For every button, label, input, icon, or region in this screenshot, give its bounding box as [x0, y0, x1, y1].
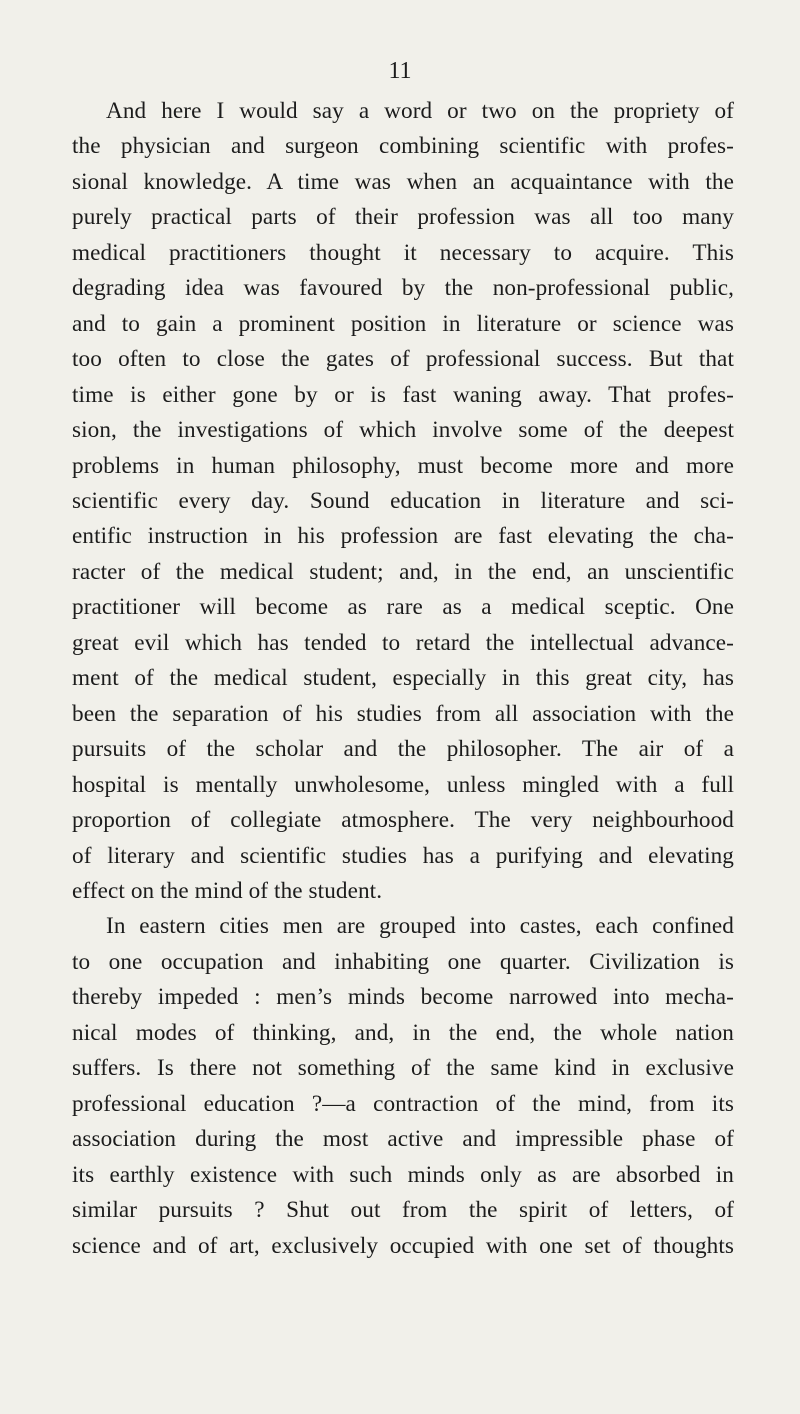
text-line: sional knowledge. A time was when an acquaintance with the [72, 168, 734, 195]
text-line: too often to close the gates of professional success. But that [72, 346, 734, 373]
text-line: been the separation of his studies from all association with the [72, 700, 734, 727]
text-line: purely practical parts of their profession was all too many [72, 204, 734, 231]
text-line: similar pursuits ? Shut out from the spirit of letters, of [72, 1197, 734, 1224]
text-line: sion, the investigations of which involve some of the deepest [72, 417, 734, 444]
text-line: effect on the mind of the student. [72, 877, 383, 904]
text-line: pursuits of the scholar and the philosopher. The air of a [72, 736, 734, 763]
text-line: degrading idea was favoured by the non-professional public, [72, 275, 734, 302]
text-line: of literary and scientific studies has a purifying and elevating [72, 842, 734, 869]
text-line: racter of the medical student; and, in the end, an unscientific [72, 558, 734, 585]
text-line: And here I would say a word or two on the propriety of [106, 98, 734, 124]
text-line: its earthly existence with such minds only as are absorbed in [72, 1161, 734, 1188]
text-line: scientific every day. Sound education in literature and sci- [72, 487, 734, 514]
text-line: ment of the medical student, especially in this great city, has [72, 665, 734, 692]
text-line: science and of art, exclusively occupied with one set of thoughts [72, 1232, 734, 1259]
text-line: professional education ?—a contraction of the mind, from its [72, 1090, 734, 1117]
text-line: time is either gone by or is fast waning away. That profes- [72, 381, 734, 408]
body-text [72, 94, 734, 1264]
text-line: nical modes of thinking, and, in the end, the whole nation [72, 1019, 734, 1046]
text-line: the physician and surgeon combining scientific with profes- [72, 133, 734, 160]
text-line: hospital is mentally unwholesome, unless mingled with a full [72, 771, 734, 798]
text-line: In eastern cities men are grouped into castes, each confined [106, 913, 734, 940]
text-line: to one occupation and inhabiting one quarter. Civilization is [72, 948, 734, 975]
text-line: entific instruction in his profession are fast elevating the cha- [72, 523, 734, 550]
text-line: suffers. Is there not something of the same kind in exclusive [72, 1055, 734, 1082]
text-line: and to gain a prominent position in literature or science was [72, 310, 734, 337]
text-line: great evil which has tended to retard the intellectual advance- [72, 629, 734, 656]
page-number: 11 [388, 58, 412, 84]
paragraph-2 [72, 909, 734, 1264]
text-line: problems in human philosophy, must become more and more [72, 452, 734, 479]
text-line: thereby impeded : men’s minds become narrowed into mecha- [72, 984, 734, 1011]
text-line: association during the most active and impressible phase of [72, 1126, 734, 1153]
text-line: practitioner will become as rare as a medical sceptic. One [72, 594, 734, 621]
paragraph-1 [72, 94, 734, 909]
text-line: proportion of collegiate atmosphere. The very neighbourhood [72, 807, 734, 834]
text-line: medical practitioners thought it necessary to acquire. This [72, 239, 734, 266]
